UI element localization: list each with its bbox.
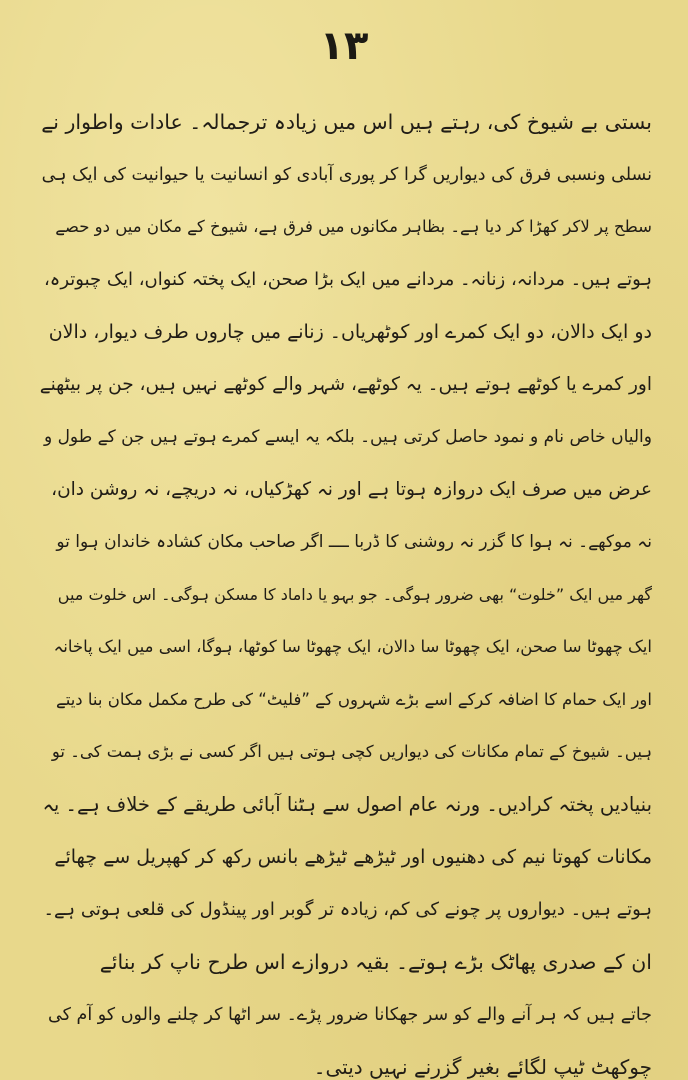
body-text [40,96,652,1080]
text-line: والیاں خاص نام و نمود حاصل کرتی ہیں۔ بلکہ یہ ایسے کمرے ہوتے ہیں جن کے طول و [43,427,652,447]
text-line: سطح پر لاکر کھڑا کر دیا ہے۔ بظاہر مکانوں میں فرق ہے، شیوخ کے مکان میں دو حصے [55,217,652,236]
text-line: بنیادیں پختہ کرادیں۔ ورنہ عام اصول سے ہٹنا آبائی طریقے کے خلاف ہے۔ یہ [42,792,652,816]
text-line: ایک چھوٹا سا صحن، ایک چھوٹا سا دالان، ایک چھوٹا سا کوٹھا، ہوگا، اسی میں ایک پاخانہ [53,637,652,656]
text-line: اور ایک حمام کا اضافہ کرکے اسے بڑے شہروں کے ”فلیٹ“ کی طرح مکمل مکان بنا دیتے [56,689,652,709]
page-number: ۱۳ [319,23,369,69]
text-line: جاتے ہیں کہ ہر آنے والے کو سر جھکانا ضرور پڑے۔ سر اٹھا کر چلنے والوں کو آم کی [48,1004,652,1025]
text-line: دو ایک دالان، دو ایک کمرے اور کوٹھریاں۔ زنانے میں چاروں طرف دیوار، دالان [48,321,652,343]
text-line: نہ موکھے۔ نہ ہوا کا گزر نہ روشنی کا ڈربا ــــ اگر صاحب مکان کشادہ خاندان ہوا تو [56,532,652,552]
text-line: گھر میں ایک ”خلوت“ بھی ضرور ہوگی۔ جو بہو یا داماد کا مسکن ہوگی۔ اس خلوت میں [57,584,652,604]
text-line: ہوتے ہیں۔ مردانہ، زنانہ۔ مردانے میں ایک بڑا صحن، ایک پختہ کنواں، ایک چبوترہ، [44,268,652,290]
text-line: ہیں۔ شیوخ کے تمام مکانات کی دیواریں کچی ہوتی ہیں اگر کسی نے بڑی ہمت کی۔ تو [51,742,652,761]
text-line: بستی بے شیوخ کی، رہتے ہیں اس میں زیادہ ترجمالہ۔ عادات واطوار نے [41,110,652,134]
text-line: ہوتے ہیں۔ دیواروں پر چونے کی کم، زیادہ تر گوبر اور پینڈول کی قلعی ہوتی ہے۔ [43,898,652,920]
text-line: نسلی ونسبی فرق کی دیواریں گرا کر پوری آبادی کو انسانیت یا حیوانیت کی ایک ہی [41,164,652,185]
text-line: مکانات کھوتا نیم کی دھنیوں اور ٹیڑھے ٹیڑھے بانس رکھ کر کھپریل سے چھائے [54,846,652,868]
text-line: ان کے صدری پھاٹک بڑے ہوتے۔ بقیہ دروازے اس طرح ناپ کر بنائے [99,950,652,974]
text-line: عرض میں صرف ایک دروازہ ہوتا ہے اور نہ کھڑکیاں، نہ دریچے، نہ روشن دان، [51,478,652,500]
text-line: اور کمرے یا کوٹھے ہوتے ہیں۔ یہ کوٹھے، شہر والے کوٹھے نہیں ہیں، جن پر بیٹھنے [40,373,652,395]
text-line: چوکھٹ ٹیپ لگائے بغیر گزرنے نہیں دیتی۔ [313,1055,652,1079]
